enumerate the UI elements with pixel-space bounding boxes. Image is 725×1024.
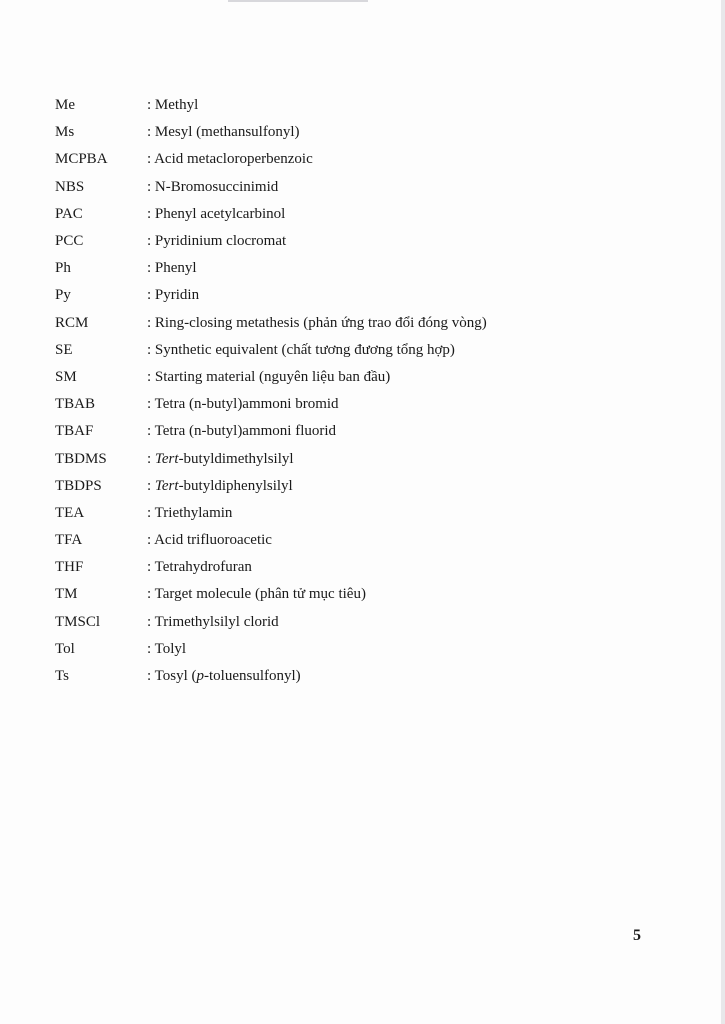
definition — [147, 97, 198, 114]
definition-text: : Acid metacloroperbenzoic — [147, 151, 313, 168]
abbreviation: PCC — [55, 233, 84, 250]
abbreviation: TBAB — [55, 396, 96, 413]
definition-text: : Triethylamin — [147, 504, 233, 521]
definition — [147, 559, 252, 576]
abbreviation-row — [55, 92, 487, 119]
definition-italic: Tert — [154, 477, 179, 494]
definition — [147, 315, 487, 332]
abbreviation-list — [55, 92, 487, 690]
page-edge-shadow — [721, 0, 725, 1024]
abbreviation: TM — [55, 586, 78, 603]
definition — [147, 396, 339, 413]
abbreviation-row — [55, 255, 487, 282]
abbreviation: NBS — [55, 178, 85, 195]
abbreviation-row — [55, 119, 487, 146]
abbreviation-row — [55, 310, 487, 337]
abbreviation-row — [55, 663, 487, 690]
definition — [147, 151, 313, 168]
definition-text: : Tosyl ( — [147, 668, 197, 685]
abbreviation-row — [55, 609, 487, 636]
page-number: 5 — [633, 927, 641, 944]
abbreviation: Ph — [55, 260, 71, 277]
abbreviation: MCPBA — [55, 151, 108, 168]
abbreviation: Tol — [55, 640, 75, 657]
definition-text: : Methyl — [147, 97, 199, 114]
abbreviation: SE — [55, 341, 73, 358]
abbreviation: TBDPS — [55, 477, 102, 494]
definition-text: : Tetra (n-butyl)ammoni bromid — [147, 396, 339, 413]
definition-text: : Starting material (nguyên liệu ban đầu) — [147, 368, 391, 385]
definition-italic: p — [196, 668, 205, 685]
definition-text: : Phenyl acetylcarbinol — [147, 205, 286, 222]
definition — [147, 614, 279, 631]
abbreviation: TBAF — [55, 423, 94, 440]
abbreviation: Ms — [55, 124, 75, 141]
definition-text: : Pyridin — [147, 287, 200, 304]
abbreviation-row — [55, 174, 487, 201]
abbreviation-row — [55, 364, 487, 391]
abbreviation-row — [55, 636, 487, 663]
definition — [147, 423, 336, 440]
abbreviation: SM — [55, 368, 77, 385]
definition-text: : Target molecule (phân tử mục tiêu) — [147, 586, 366, 603]
definition — [147, 641, 186, 658]
definition — [147, 369, 390, 386]
abbreviation-row — [55, 445, 487, 472]
abbreviation-row — [55, 391, 487, 418]
abbreviation: PAC — [55, 205, 83, 222]
definition-text-suffix: -toluensulfonyl) — [204, 668, 301, 685]
definition — [147, 260, 197, 277]
definition — [147, 451, 294, 468]
definition — [147, 206, 285, 223]
definition-text: : — [147, 477, 155, 494]
abbreviation: TBDMS — [55, 450, 107, 467]
abbreviation-row — [55, 527, 487, 554]
definition-text: : Phenyl — [147, 260, 197, 277]
abbreviation-row — [55, 146, 487, 173]
abbreviation-row — [55, 418, 487, 445]
abbreviation-row — [55, 581, 487, 608]
abbreviation-row — [55, 282, 487, 309]
abbreviation: THF — [55, 559, 84, 576]
definition — [147, 668, 301, 685]
definition-text: : Mesyl (methansulfonyl) — [147, 124, 300, 141]
abbreviation: Ts — [55, 668, 69, 685]
definition — [147, 179, 278, 196]
abbreviation-row — [55, 473, 487, 500]
definition-text-suffix: -butyldiphenylsilyl — [178, 477, 293, 494]
definition-text: : N-Bromosuccinimid — [147, 178, 279, 195]
definition-text: : Tetra (n-butyl)ammoni fluorid — [147, 423, 337, 440]
definition-text: : — [147, 450, 155, 467]
abbreviation-row — [55, 201, 487, 228]
abbreviation: RCM — [55, 314, 89, 331]
definition-text: : Tetrahydrofuran — [147, 559, 252, 576]
definition-italic: Tert — [154, 450, 179, 467]
definition-text: : Ring-closing metathesis (phản ứng trao đổi đóng vòng) — [147, 314, 487, 331]
definition-text: : Pyridinium clocromat — [147, 233, 287, 250]
abbreviation: Py — [55, 287, 71, 304]
abbreviation-row — [55, 500, 487, 527]
definition — [147, 233, 286, 250]
definition-text: : Acid trifluoroacetic — [147, 532, 272, 549]
abbreviation-row — [55, 228, 487, 255]
abbreviation-row — [55, 554, 487, 581]
abbreviation-row — [55, 337, 487, 364]
definition — [147, 478, 293, 495]
definition-text: : Trimethylsilyl clorid — [147, 613, 279, 630]
scan-artifact — [228, 0, 368, 2]
abbreviation: TFA — [55, 532, 83, 549]
abbreviation: TMSCl — [55, 613, 101, 630]
definition — [147, 532, 272, 549]
definition — [147, 505, 232, 522]
definition-text-suffix: -butyldimethylsilyl — [178, 450, 294, 467]
abbreviation: TEA — [55, 504, 85, 521]
definition — [147, 342, 455, 359]
definition — [147, 287, 199, 304]
definition-text: : Tolyl — [147, 640, 187, 657]
definition — [147, 586, 366, 603]
definition-text: : Synthetic equivalent (chất tương đương tổng hợp) — [147, 341, 455, 358]
definition — [147, 124, 299, 141]
abbreviation: Me — [55, 97, 75, 114]
